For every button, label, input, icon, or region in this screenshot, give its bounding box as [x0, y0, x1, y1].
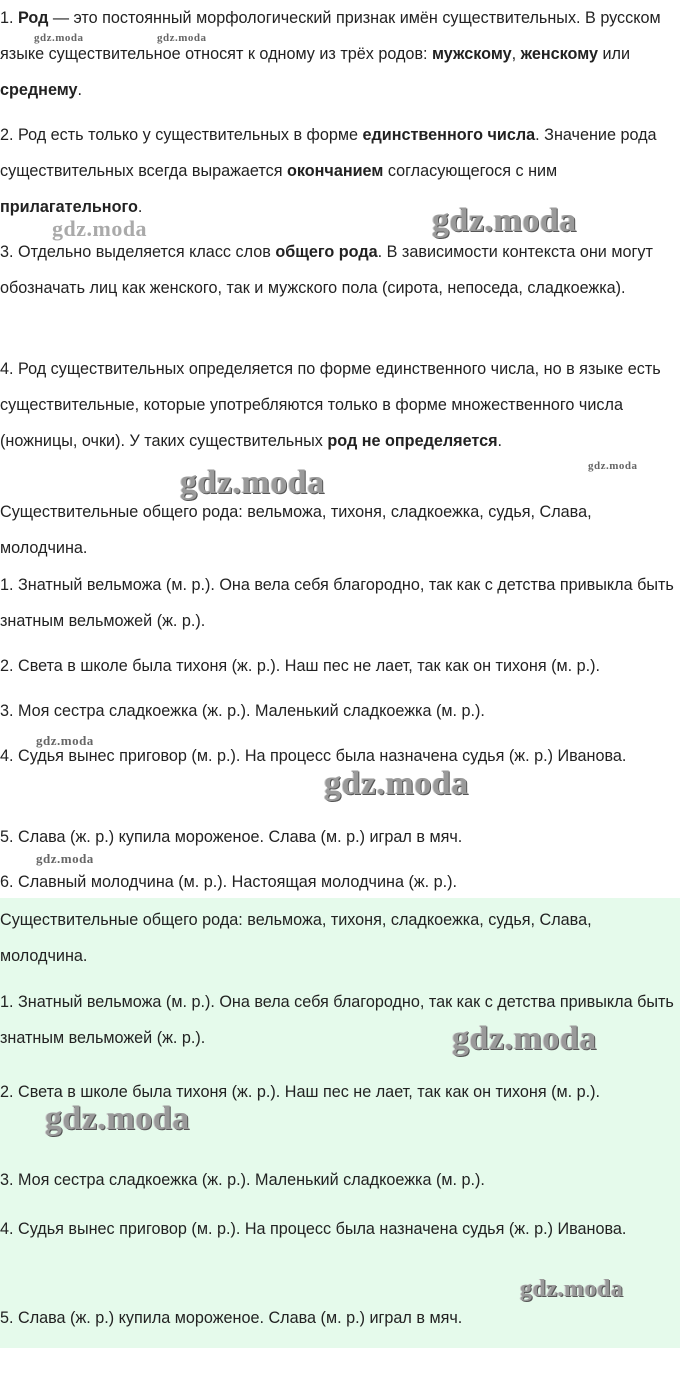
theory-paragraph-2: 2. Род есть только у существительных в форме единственного числа. Значение рода существительных всегда выражается окончанием согласующегося с ним прилагательного.	[0, 126, 657, 216]
green-answer-item-4: 4. Судья вынес приговор (м. р.). На процесс была назначена судья (ж. р.) Иванова.	[0, 1220, 627, 1238]
answer-item-5: 5. Слава (ж. р.) купила мороженое. Слава (м. р.) играл в мяч.	[0, 828, 463, 846]
watermark-logo: gdz.moda	[452, 1020, 597, 1057]
watermark-logo: gdz.moda	[157, 32, 207, 44]
theory-paragraph-4: 4. Род существительных определяется по форме единственного числа, но в языке есть существительные, которые употребляются только в форме множественного числа (ножницы, очки). У таких существительных род не определяется.	[0, 360, 661, 450]
answer-item-6: 6. Славный молодчина (м. р.). Настоящая молодчина (ж. р.).	[0, 873, 458, 891]
watermark-logo: gdz.moda	[432, 202, 577, 239]
watermark-logo: gdz.moda	[588, 460, 638, 472]
theory-paragraph-3: 3. Отдельно выделяется класс слов общего рода. В зависимости контекста они могут обозначать лиц как женского, так и мужского пола (сирота, непоседа, сладкоежка).	[0, 243, 653, 297]
watermark-logo: gdz.moda	[520, 1276, 624, 1302]
watermark-logo: gdz.moda	[180, 464, 325, 501]
green-answer-intro: Существительные общего рода: вельможа, тихоня, сладкоежка, судья, Слава, молодчина.	[0, 911, 592, 965]
green-answer-box	[0, 898, 680, 1348]
green-answer-item-5: 5. Слава (ж. р.) купила мороженое. Слава (м. р.) играл в мяч.	[0, 1309, 463, 1327]
green-answer-item-3: 3. Моя сестра сладкоежка (ж. р.). Маленький сладкоежка (м. р.).	[0, 1171, 485, 1189]
green-answer-item-2: 2. Света в школе была тихоня (ж. р.). Наш пес не лает, так как он тихоня (м. р.).	[0, 1083, 601, 1101]
answer-item-4: 4. Судья вынес приговор (м. р.). На процесс была назначена судья (ж. р.) Иванова.	[0, 747, 627, 765]
watermark-logo: gdz.moda	[36, 851, 94, 866]
watermark-logo: gdz.moda	[34, 32, 84, 44]
green-answer-item-1: 1. Знатный вельможа (м. р.). Она вела себя благородно, так как с детства привыкла быть знатным вельможей (ж. р.).	[0, 993, 674, 1047]
watermark-logo: gdz.moda	[36, 733, 94, 748]
answer-item-3: 3. Моя сестра сладкоежка (ж. р.). Маленький сладкоежка (м. р.).	[0, 702, 485, 720]
answer-item-1: 1. Знатный вельможа (м. р.). Она вела себя благородно, так как с детства привыкла быть знатным вельможей (ж. р.).	[0, 576, 674, 630]
watermark-logo: gdz.moda	[52, 216, 148, 241]
answer-intro: Существительные общего рода: вельможа, тихоня, сладкоежка, судья, Слава, молодчина.	[0, 503, 592, 557]
answer-item-2: 2. Света в школе была тихоня (ж. р.). Наш пес не лает, так как он тихоня (м. р.).	[0, 657, 601, 675]
theory-paragraph-1: 1. Род — это постоянный морфологический признак имён существительных. В русском языке существительное относят к одному из трёх родов: мужскому, женскому или среднему.	[0, 9, 661, 99]
watermark-logo: gdz.moda	[45, 1100, 190, 1137]
watermark-logo: gdz.moda	[324, 765, 469, 802]
